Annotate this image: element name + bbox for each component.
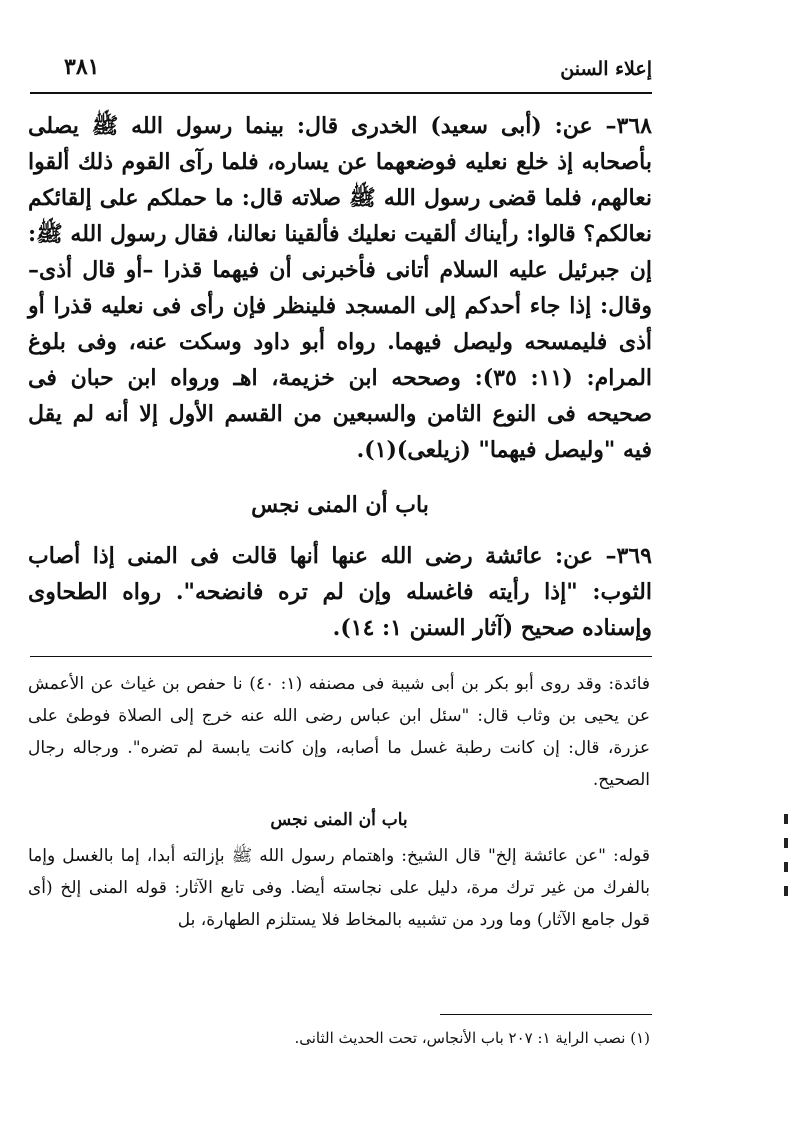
edge-mark [784,886,788,896]
hadith-369: ٣٦٩– عن: عائشة رضى الله عنها أنها قالت فى المنى إذا أصاب الثوب: "إذا رأيته فاغسله وإن لم تره فانضحه". رواه الطحاوى وإسناده صحيح (آثار السنن ١: ١٤). [28,543,652,641]
footnote-divider [440,1014,652,1015]
notes-divider [30,656,652,657]
scan-edge-marks [778,800,798,940]
edge-mark [784,862,788,872]
edge-mark [784,814,788,824]
commentary-heading: باب أن المنى نجس [270,810,408,830]
header-divider [30,92,652,94]
page-number: ٣٨١ [64,54,100,80]
main-text [28,108,652,646]
chapter-heading: باب أن المنى نجس [251,492,429,518]
faida-note: فائدة: وقد روى أبو بكر بن أبى شيبة فى مصنفه (١: ٤٠) نا حفص بن غياث عن الأعمش عن يحيى بن وثاب قال: "سئل ابن عباس رضى الله عنه خرج إلى الصلاة فوطئ على عزرة، قال: إن كانت رطبة غسل ما أصابه، وإن كانت يابسة لم تضره". ورجاله رجال الصحيح. [28,674,650,790]
commentary-text: قوله: "عن عائشة إلخ" قال الشيخ: واهتمام رسول الله ﷺ بإزالته أبدا، إما بالغسل وإما بالفرك من غير ترك مرة، دليل على نجاسته أيضا. وفى تابع الآثار: قوله المنى إلخ (أى قول جامع الآثار) وما ورد من تشبيه بالمخاط فلا يستلزم الطهارة، بل [28,846,650,930]
hadith-368: ٣٦٨– عن: (أبى سعيد) الخدرى قال: بينما رسول الله ﷺ يصلى بأصحابه إذ خلع نعليه فوضعهما عن يساره، فلما رآى القوم ذلك ألقوا نعالهم، فلما قضى رسول الله ﷺ صلاته قال: ما حملكم على إلقائكم نعالكم؟ قالوا: رأيناك ألقيت نعليك فألقينا نعالنا، فقال رسول الله ﷺ: إن جبرئيل عليه السلام أتانى فأخبرنى أن فيهما قذرا –أو قال أذى– وقال: إذا جاء أحدكم إلى المسجد فلينظر فإن رأى فى نعليه قذرا أو أذى فليمسحه وليصل فيهما. رواه أبو داود وسكت عنه، وفى بلوغ المرام: (١١: ٣٥): وصححه ابن خزيمة، اهـ ورواه ابن حبان فى صحيحه فى النوع الثامن والسبعين من القسم الأول إلا أنه لم يقل فيه "وليصل فيهما" (زيلعى)(١). [28,113,653,463]
footnote: (١) نصب الراية ١: ٢٠٧ باب الأنجاس، تحت الحديث الثانى. [294,1029,650,1047]
edge-mark [784,838,788,848]
page-header [30,48,652,88]
book-title: إعلاء السنن [560,58,652,80]
commentary-section [28,668,650,936]
